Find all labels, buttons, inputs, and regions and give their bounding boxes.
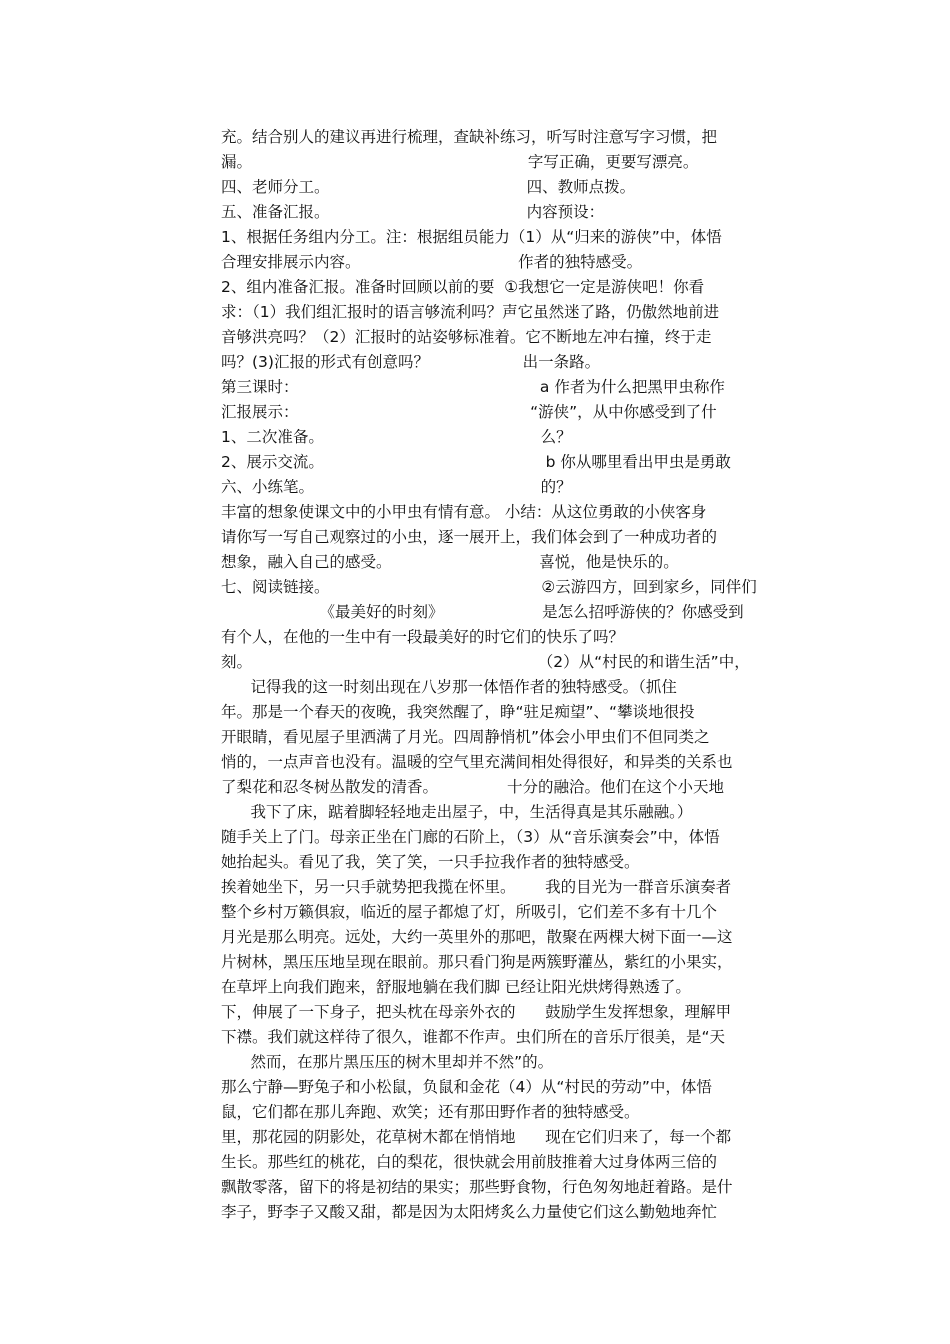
- text-line: 音够洪亮吗？（2）汇报时的站姿够标准着。它不断地左冲右撞，终于走: [221, 328, 712, 346]
- text-line: 下，伸展了一下身子，把头枕在母亲外衣的 鼓励学生发挥想象，理解甲: [221, 1003, 732, 1021]
- text-line: 有个人，在他的一生中有一段最美好的时它们的快乐了吗？: [221, 628, 625, 646]
- text-line: 年。那是一个春天的夜晚，我突然醒了，睁“驻足痴望”、“攀谈地很投: [221, 703, 695, 721]
- text-line: 四、老师分工。 四、教师点拨。: [221, 178, 636, 196]
- text-line: 悄的，一点声音也没有。温暖的空气里充满间相处得很好，和异类的关系也: [221, 753, 733, 771]
- text-line: 求：（1）我们组汇报时的语言够流利吗？声它虽然迷了路，仍傲然地前进: [221, 303, 720, 321]
- text-line: 《最美好的时刻》 是怎么招呼游侠的？你感受到: [221, 603, 744, 621]
- text-line: 七、阅读链接。 ②云游四方，回到家乡，同伴们: [221, 578, 757, 596]
- text-line: 合理安排展示内容。 作者的独特感受。: [221, 253, 643, 271]
- text-line: 我下了床，踮着脚轻轻地走出屋子，中，生活得真是其乐融融。）: [221, 803, 693, 821]
- text-line: 她抬起头。看见了我，笑了笑，一只手拉我作者的独特感受。: [221, 853, 640, 871]
- text-line: 1、根据任务组内分工。注：根据组员能力（1）从“归来的游侠”中，体悟: [221, 228, 722, 246]
- text-line: 请你写一写自己观察过的小虫，逐一展开上，我们体会到了一种成功者的: [221, 528, 718, 546]
- text-line: 在草坪上向我们跑来，舒服地躺在我们脚 已经让阳光烘烤得熟透了。: [221, 978, 691, 996]
- text-line: 然而，在那片黑压压的树木里却并不然”的。: [221, 1053, 554, 1071]
- text-line: 充。结合别人的建议再进行梳理，查缺补练习，听写时注意写字习惯，把: [221, 128, 718, 146]
- text-line: 那么宁静—野兔子和小松鼠，负鼠和金花（4）从“村民的劳动”中，体悟: [221, 1078, 712, 1096]
- text-line: 开眼睛，看见屋子里洒满了月光。四周静悄机”体会小甲虫们不但同类之: [221, 728, 710, 746]
- text-line: 2、组内准备汇报。准备时回顾以前的要 ①我想它一定是游侠吧！你看: [221, 278, 705, 296]
- text-line: 李子，野李子又酸又甜，都是因为太阳烤炙么力量使它们这么勤勉地奔忙: [221, 1203, 718, 1221]
- text-line: 六、小练笔。 的？: [221, 478, 572, 496]
- text-line: 记得我的这一时刻出现在八岁那一体悟作者的独特感受。（抓住: [221, 678, 677, 696]
- text-line: 月光是那么明亮。远处，大约一英里外的那吧，散聚在两棵大树下面一—这: [221, 928, 733, 946]
- text-line: 片树林，黑压压地呈现在眼前。那只看门狗是两簇野灌丛，紫红的小果实，: [221, 953, 733, 971]
- text-line: 刻。 （2）从“村民的和谐生活”中，: [221, 653, 750, 671]
- text-line: 1、二次准备。 么？: [221, 428, 572, 446]
- text-line: 整个乡村万籁俱寂，临近的屋子都熄了灯，所吸引，它们差不多有十几个: [221, 903, 718, 921]
- text-line: 挨着她坐下，另一只手就势把我揽在怀里。 我的目光为一群音乐演奏者: [221, 878, 732, 896]
- text-line: 漏。 字写正确，更要写漂亮。: [221, 153, 699, 171]
- text-line: 吗？(3)汇报的形式有创意吗？ 出一条路。: [221, 353, 601, 371]
- text-line: 里，那花园的阴影处，花草树木都在悄悄地 现在它们归来了，每一个都: [221, 1128, 732, 1146]
- text-line: 2、展示交流。 b 你从哪里看出甲虫是勇敢: [221, 453, 731, 471]
- text-line: 下襟。我们就这样待了很久，谁都不作声。虫们所在的音乐厅很美，是“天: [221, 1028, 726, 1046]
- text-line: 想象，融入自己的感受。 喜悦，他是快乐的。: [221, 553, 679, 571]
- text-line: 丰富的想象使课文中的小甲虫有情有意。 小结：从这位勇敢的小侠客身: [221, 503, 707, 521]
- text-line: 生长。那些红的桃花，白的梨花，很快就会用前肢推着大过身体两三倍的: [221, 1153, 718, 1171]
- text-line: 飘散零落，留下的将是初结的果实；那些野食物，行色匆匆地赶着路。是什: [221, 1178, 733, 1196]
- text-line: 第三课时： a 作者为什么把黑甲虫称作: [221, 378, 725, 396]
- text-line: 了梨花和忍冬树丛散发的清香。 十分的融洽。他们在这个小天地: [221, 778, 724, 796]
- text-line: 汇报展示： “游侠”，从中你感受到了什: [221, 403, 717, 421]
- text-line: 鼠，它们都在那儿奔跑、欢笑；还有那田野作者的独特感受。: [221, 1103, 640, 1121]
- text-line: 五、准备汇报。 内容预设：: [221, 203, 605, 221]
- text-line: 随手关上了门。母亲正坐在门廊的石阶上，（3）从“音乐演奏会”中，体悟: [221, 828, 720, 846]
